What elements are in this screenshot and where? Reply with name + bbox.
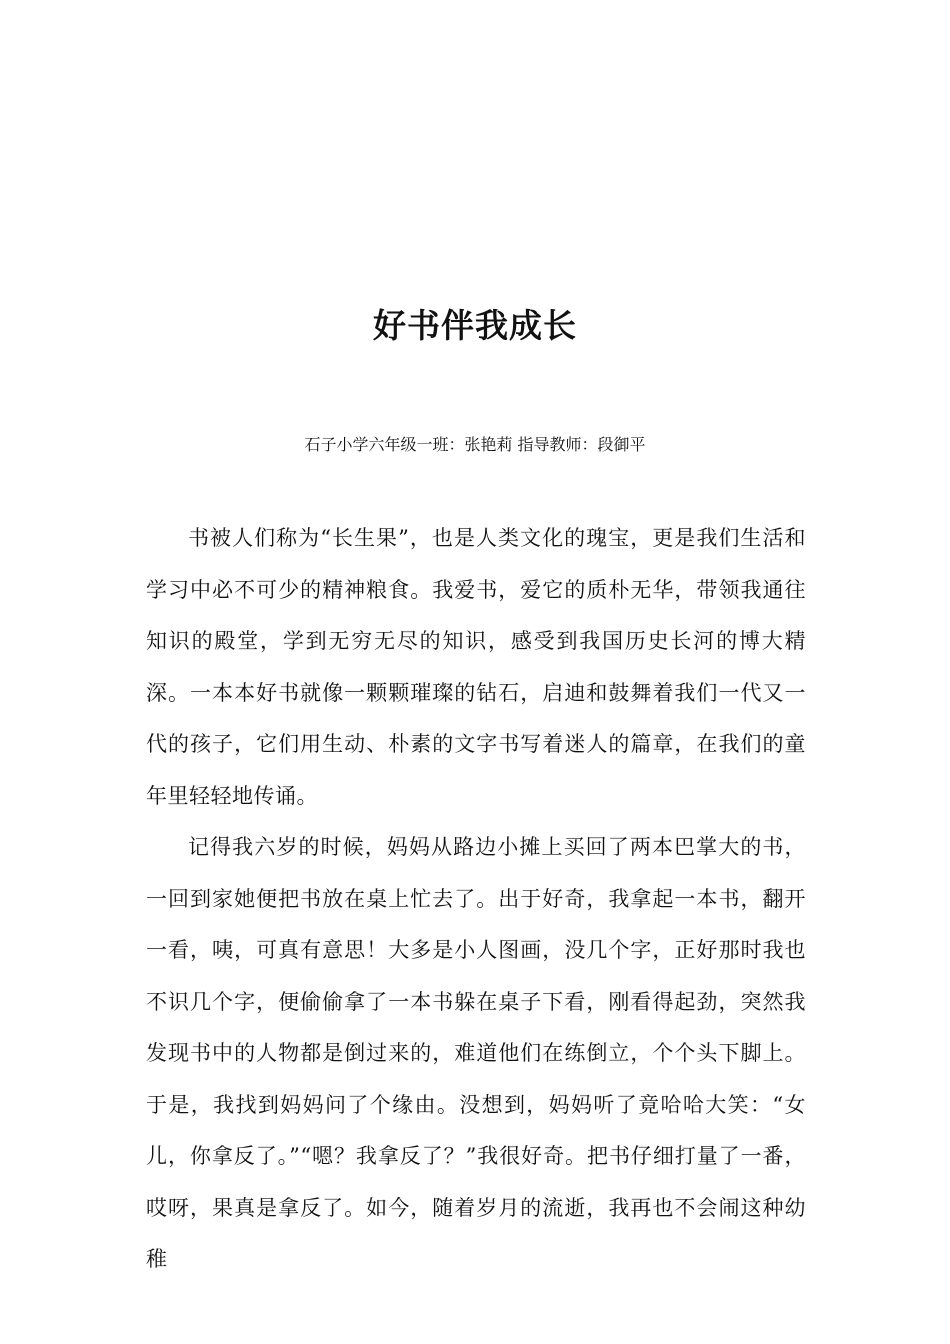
paragraph-1: 书被人们称为“长生果”，也是人类文化的瑰宝，更是我们生活和学习中必不可少的精神粮食。我爱书，爱它的质朴无华，带领我通往知识的殿堂，学到无穷无尽的知识，感受到我国历史长河的博大精深。一本本好书就像一颗颗璀璨的钻石，启迪和鼓舞着我们一代又一代的孩子，它们用生动、朴素的文字书写着迷人的篇章，在我们的童年里轻轻地传诵。 — [146, 526, 806, 808]
document-body — [146, 513, 806, 1286]
author-byline: 石子小学六年级一班：张艳莉 指导教师：段御平 — [304, 435, 646, 454]
paragraph-2: 记得我六岁的时候，妈妈从路边小摊上买回了两本巴掌大的书，一回到家她便把书放在桌上忙去了。出于好奇，我拿起一本书，翻开一看，咦，可真有意思！大多是小人图画，没几个字，正好那时我也不识几个字，便偷偷拿了一本书躲在桌子下看，刚看得起劲，突然我发现书中的人物都是倒过来的，难道他们在练倒立，个个头下脚上。于是，我找到妈妈问了个缘由。没想到，妈妈听了竟哈哈大笑：“女儿，你拿反了。”“嗯？我拿反了？”我很好奇。把书仔细打量了一番，哎呀，果真是拿反了。如今，随着岁月的流逝，我再也不会闹这种幼稚 — [146, 835, 806, 1271]
document-title: 好书伴我成长 — [373, 306, 577, 345]
